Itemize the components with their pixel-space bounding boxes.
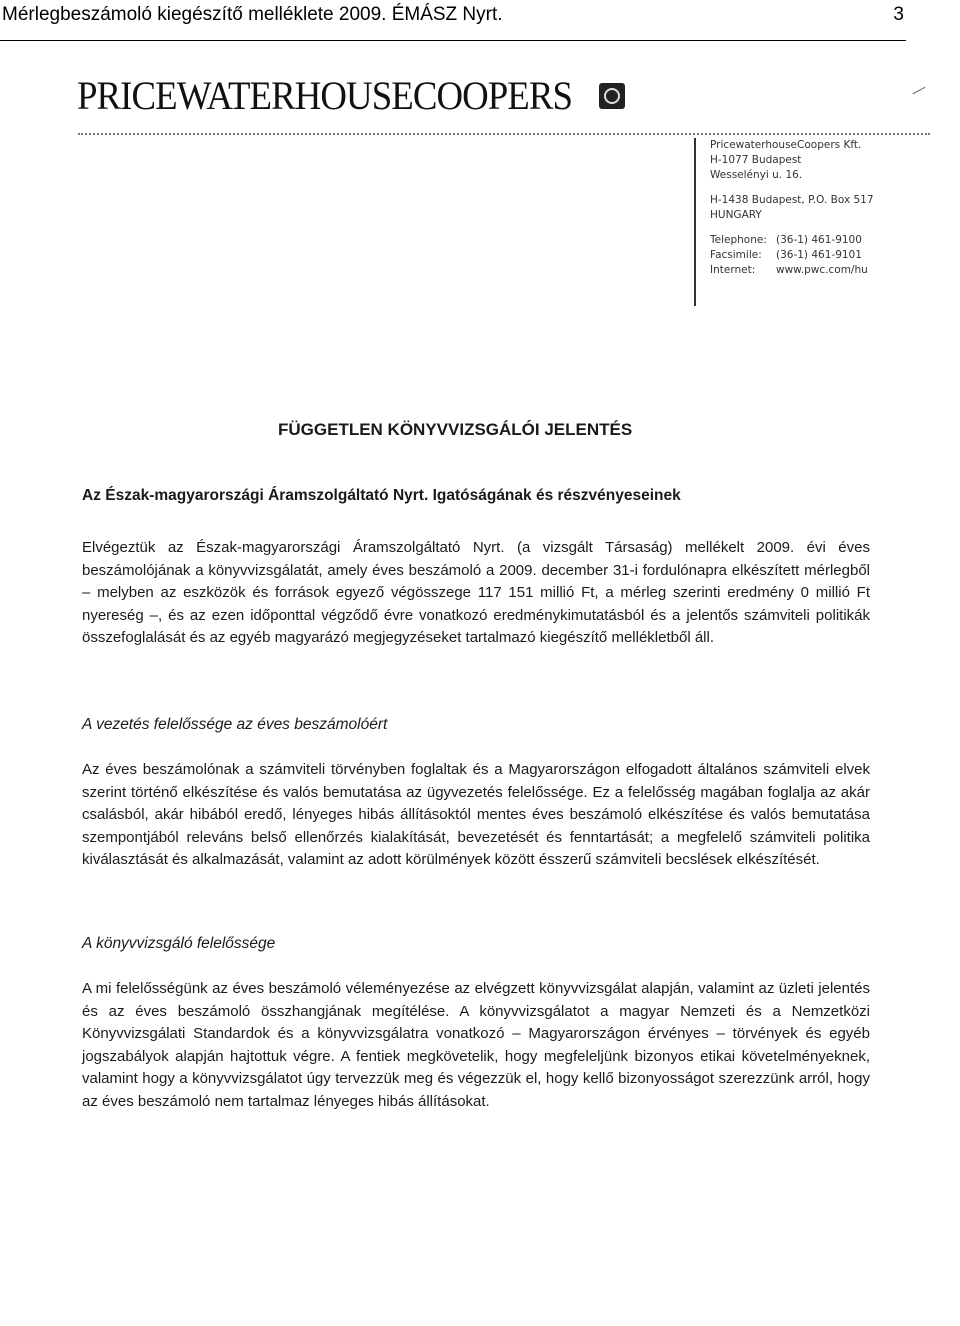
report-title: FÜGGETLEN KÖNYVVIZSGÁLÓI JELENTÉS	[278, 420, 633, 439]
telephone-label: Telephone:	[710, 234, 767, 246]
facsimile-label: Facsimile:	[710, 249, 762, 261]
pwc-logo	[77, 72, 625, 119]
document-title: Mérlegbeszámoló kiegészítő melléklete 2009. ÉMÁSZ Nyrt.	[2, 4, 503, 25]
company-name: PricewaterhouseCoopers Kft.	[710, 139, 862, 151]
page-header	[0, 0, 906, 41]
management-responsibility-paragraph: Az éves beszámolónak a számviteli törvényben foglaltak és a Magyarországon elfogadott általános számviteli elvek szerint történő elkészítése és valós bemutatása az ügyvezetés felelőssége. Ez a felelősség magában foglalja az akár csalásból, akár hibából eredő, lényeges hibás állításoktól mentes éves beszámoló elkészítése és valós bemutatása szempontjából releváns belső ellenőrzés kialakítását, bevezetését és fenntartását; a megfelelő számviteli politika kiválasztását és alkalmazását, valamint az adott körülmények között ésszerű számviteli becslések elkészítését.	[82, 761, 870, 869]
auditor-responsibility-paragraph: A mi felelősségünk az éves beszámoló véleményezése az elvégzett könyvvizsgálat alapján, valamint az üzleti jelentés és az éves beszámoló összhangjának megítélése. A könyvvizsgálatot a magyar Nemzeti és a Nemzetközi Könyvvizsgálati Standardok és a könyvvizsgálatra vonatkozó – Magyarországon érvényes – törvények és egyéb jogszabályok alapján hajtottuk végre. A fentiek megkövetelik, hogy megfeleljünk bizonyos etikai követelményeknek, valamint hogy a könyvvizsgálatot úgy tervezzük meg és végezzük el, hogy kellő bizonyosságot szerezzünk arról, hogy az éves beszámoló nem tartalmaz lényeges hibás állításokat.	[82, 980, 870, 1110]
internet-row	[710, 263, 874, 278]
company-address-block	[694, 138, 874, 306]
internet-label: Internet:	[710, 264, 756, 276]
postal-line: H-1438 Budapest, P.O. Box 517	[710, 194, 874, 206]
address-line: Wesselényi u. 16.	[710, 169, 803, 181]
logo-text: PRICEWATERHOUSECOOPERS	[77, 73, 573, 118]
telephone-value: (36-1) 461-9100	[776, 234, 862, 246]
letterhead-divider	[78, 133, 930, 135]
internet-value: www.pwc.com/hu	[776, 264, 868, 276]
telephone-row	[710, 233, 874, 248]
section-heading-auditor: A könyvvizsgáló felelőssége	[82, 935, 276, 952]
postal-line: HUNGARY	[710, 209, 762, 221]
report-addressee: Az Észak-magyarországi Áramszolgáltató Nyrt. Igatóságának és részvényeseinek	[82, 487, 681, 504]
page-number: 3	[893, 4, 904, 25]
facsimile-value: (36-1) 461-9101	[776, 249, 862, 261]
facsimile-row	[710, 248, 874, 263]
intro-paragraph: Elvégeztük az Észak-magyarországi Áramszolgáltató Nyrt. (a vizsgált Társaság) mellékelt 2009. évi éves beszámolójának a könyvvizsgálatát, amely éves beszámoló a 2009. december 31-i fordulónapra elkészített mérlegből – melyben az eszközök és források egyező végösszege 117 151 millió Ft, a mérleg szerinti eredmény 0 millió Ft nyereség –, és az ezen időponttal végződő évre vonatkozó eredménykimutatásból és a jelentős számviteli politikák összefoglalását és az egyéb magyarázó megjegyzéseket tartalmazó kiegészítő mellékletből áll.	[82, 539, 870, 647]
address-line: H-1077 Budapest	[710, 154, 802, 166]
pwc-seal-icon	[599, 83, 625, 109]
section-heading-management: A vezetés felelőssége az éves beszámolóért	[82, 716, 388, 733]
